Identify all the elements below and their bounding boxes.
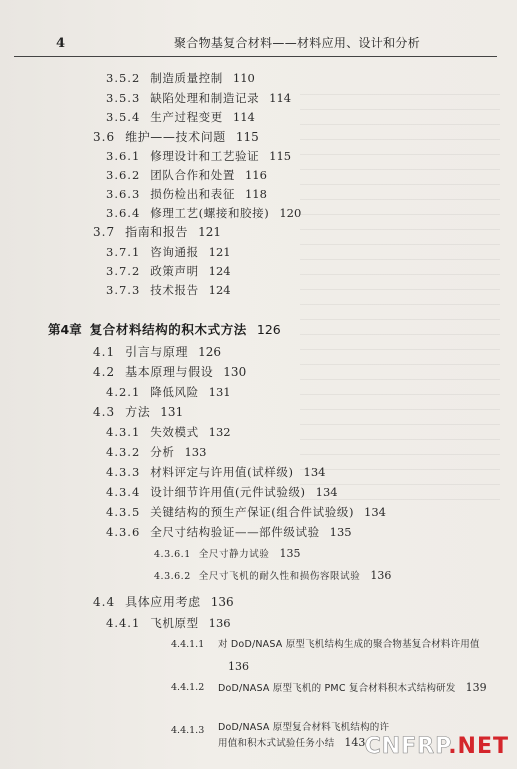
section-title: 关键结构的预生产保证(组合件试验级) bbox=[150, 505, 355, 519]
section-number: 3.6 bbox=[93, 130, 116, 144]
page-ref: 136 bbox=[208, 616, 231, 630]
section-title: 维护——技术问题 bbox=[125, 130, 226, 144]
toc-entry-4-4-1-2 bbox=[218, 677, 488, 700]
page-ref: 136 bbox=[210, 595, 234, 609]
site-watermark bbox=[365, 734, 509, 759]
section-number: 4.4.1.3 bbox=[171, 725, 205, 736]
section-number: 3.5.4 bbox=[106, 110, 141, 124]
page-ref: 126 bbox=[256, 322, 281, 337]
toc-entry-4-2 bbox=[93, 365, 246, 379]
page-ref: 143 bbox=[344, 736, 366, 749]
section-title: 缺陷处理和制造记录 bbox=[150, 91, 260, 105]
section-title: 咨询通报 bbox=[150, 245, 199, 259]
page-ref: 130 bbox=[223, 365, 247, 379]
toc-entry-4-3-6 bbox=[106, 525, 352, 539]
toc-chapter-4 bbox=[48, 323, 281, 337]
toc-entry-4-3-6-2 bbox=[154, 569, 391, 584]
page-ref: 114 bbox=[269, 91, 292, 105]
section-number: 3.6.2 bbox=[106, 168, 141, 182]
toc-entry-4-3-1 bbox=[106, 425, 231, 439]
section-title: 全尺寸飞机的耐久性和损伤容限试验 bbox=[198, 571, 361, 582]
page-ref: 110 bbox=[232, 71, 255, 85]
toc-entry-4-3-5 bbox=[106, 505, 386, 519]
section-number: 4.3.1 bbox=[106, 425, 141, 439]
toc-entry-4-3-4 bbox=[106, 485, 338, 499]
section-number: 4.3 bbox=[93, 405, 116, 419]
section-title: 全尺寸静力试验 bbox=[198, 549, 270, 560]
toc-entry-4-3-3 bbox=[106, 465, 326, 479]
section-number: 4.3.2 bbox=[106, 445, 141, 459]
section-title: 飞机原型 bbox=[150, 616, 199, 630]
toc-entry-3-5-2 bbox=[106, 71, 255, 85]
section-title: 失效模式 bbox=[150, 425, 199, 439]
section-title: 材料评定与许用值(试样级) bbox=[150, 465, 294, 479]
section-number: 4.1 bbox=[93, 345, 116, 359]
toc-entry-4-1 bbox=[93, 345, 221, 359]
page-ref: 132 bbox=[208, 425, 231, 439]
page-ref: 131 bbox=[208, 385, 231, 399]
page-ref: 124 bbox=[208, 283, 231, 297]
section-number: 3.5.2 bbox=[106, 71, 141, 85]
page-ref: 114 bbox=[232, 110, 255, 124]
toc-entry-3-7-3 bbox=[106, 283, 231, 297]
watermark-text: CNFRP bbox=[364, 734, 449, 759]
watermark-suffix: .NET bbox=[448, 734, 509, 759]
page-ref: 133 bbox=[184, 445, 207, 459]
section-number: 4.4.1.2 bbox=[171, 682, 205, 693]
section-number: 4.4.1 bbox=[106, 616, 141, 630]
toc-entry-4-4-1-2-number bbox=[171, 681, 204, 695]
page-ref: 116 bbox=[244, 168, 267, 182]
chapter-number: 第4章 bbox=[48, 322, 82, 337]
page-ref: 126 bbox=[198, 345, 222, 359]
section-title: 设计细节许用值(元件试验级) bbox=[150, 485, 306, 499]
page-ref: 131 bbox=[160, 405, 184, 419]
toc-entry-4-3 bbox=[93, 405, 183, 419]
page-ref: 134 bbox=[364, 505, 386, 519]
toc-entry-3-7-1 bbox=[106, 245, 231, 259]
section-title: 方法 bbox=[125, 405, 151, 419]
section-number: 4.3.6 bbox=[106, 525, 141, 539]
section-title: 降低风险 bbox=[150, 385, 199, 399]
section-number: 4.2.1 bbox=[106, 385, 141, 399]
chapter-title: 复合材料结构的积木式方法 bbox=[89, 322, 247, 337]
section-number: 4.4.1.1 bbox=[171, 639, 205, 650]
page-ref: 135 bbox=[279, 547, 301, 560]
toc-entry-3-6 bbox=[93, 130, 259, 144]
section-title: 损伤检出和表征 bbox=[150, 187, 235, 201]
page-ref: 118 bbox=[244, 187, 267, 201]
section-number: 4.3.4 bbox=[106, 485, 141, 499]
page-ref: 121 bbox=[208, 245, 231, 259]
toc-entry-3-5-4 bbox=[106, 110, 255, 124]
page-ref: 134 bbox=[315, 485, 338, 499]
section-title: 修理设计和工艺验证 bbox=[150, 149, 260, 163]
section-number: 3.6.1 bbox=[106, 149, 141, 163]
toc-entry-4-3-6-1 bbox=[154, 547, 300, 562]
section-number: 3.7.2 bbox=[106, 264, 141, 278]
page-ref: 121 bbox=[198, 225, 222, 239]
section-number: 4.2 bbox=[93, 365, 116, 379]
page-ref: 134 bbox=[303, 465, 326, 479]
toc-entry-4-4 bbox=[93, 595, 234, 609]
section-title: 指南和报告 bbox=[125, 225, 189, 239]
section-title: 制造质量控制 bbox=[150, 71, 223, 85]
toc-entry-3-6-4 bbox=[106, 206, 301, 220]
section-title: 具体应用考虑 bbox=[125, 595, 201, 609]
section-title: 政策声明 bbox=[150, 264, 199, 278]
section-title: 技术报告 bbox=[150, 283, 199, 297]
page-ref: 139 bbox=[465, 681, 487, 694]
toc-entry-3-6-1 bbox=[106, 149, 291, 163]
toc-entry-4-4-1-3-number bbox=[171, 724, 204, 738]
running-title: 聚合物基复合材料——材料应用、设计和分析 bbox=[174, 36, 421, 50]
section-number: 3.7 bbox=[93, 225, 116, 239]
section-title: 基本原理与假设 bbox=[125, 365, 214, 379]
page-ref: 115 bbox=[269, 149, 292, 163]
section-number: 3.5.3 bbox=[106, 91, 141, 105]
toc-entry-3-7 bbox=[93, 225, 221, 239]
section-title: 生产过程变更 bbox=[150, 110, 223, 124]
section-number: 3.6.4 bbox=[106, 206, 141, 220]
section-number: 4.3.6.2 bbox=[154, 571, 191, 582]
page-ref: 124 bbox=[208, 264, 231, 278]
section-title: 引言与原理 bbox=[125, 345, 189, 359]
toc-entry-3-5-3 bbox=[106, 91, 291, 105]
page-ref: 135 bbox=[329, 525, 352, 539]
toc-entry-4-3-2 bbox=[106, 445, 206, 459]
toc-entry-4-4-1-1-number bbox=[171, 638, 204, 652]
page-ref: 115 bbox=[235, 130, 259, 144]
page-ref: 120 bbox=[279, 206, 302, 220]
section-number: 3.7.3 bbox=[106, 283, 141, 297]
toc-entry-3-6-3 bbox=[106, 187, 267, 201]
section-title: 对 DoD/NASA 原型飞机结构生成的聚合物基复合材料许用值 bbox=[218, 639, 480, 650]
section-number: 4.3.6.1 bbox=[154, 549, 191, 560]
section-number: 3.6.3 bbox=[106, 187, 141, 201]
section-number: 3.7.1 bbox=[106, 245, 141, 259]
page-ref: 136 bbox=[370, 569, 392, 582]
toc-entry-3-7-2 bbox=[106, 264, 231, 278]
section-title: 修理工艺(螺接和胶接) bbox=[150, 206, 270, 220]
section-title: 分析 bbox=[150, 445, 175, 459]
section-number: 4.3.3 bbox=[106, 465, 141, 479]
toc-entry-3-6-2 bbox=[106, 168, 267, 182]
section-title: 团队合作和处置 bbox=[150, 168, 235, 182]
page-ref: 136 bbox=[228, 660, 249, 673]
section-title: 全尺寸结构验证——部件级试验 bbox=[150, 525, 320, 539]
toc-entry-4-2-1 bbox=[106, 385, 231, 399]
section-number: 4.4 bbox=[93, 595, 116, 609]
toc-entry-4-4-1-1 bbox=[218, 634, 488, 679]
section-number: 4.3.5 bbox=[106, 505, 141, 519]
section-title: DoD/NASA 原型复合材料飞机结构的许用值和积木式试验任务小结 bbox=[218, 722, 390, 749]
page-number: 4 bbox=[56, 36, 66, 51]
toc-entry-4-4-1 bbox=[106, 616, 231, 630]
section-title: DoD/NASA 原型飞机的 PMC 复合材料积木式结构研发 bbox=[218, 683, 456, 694]
